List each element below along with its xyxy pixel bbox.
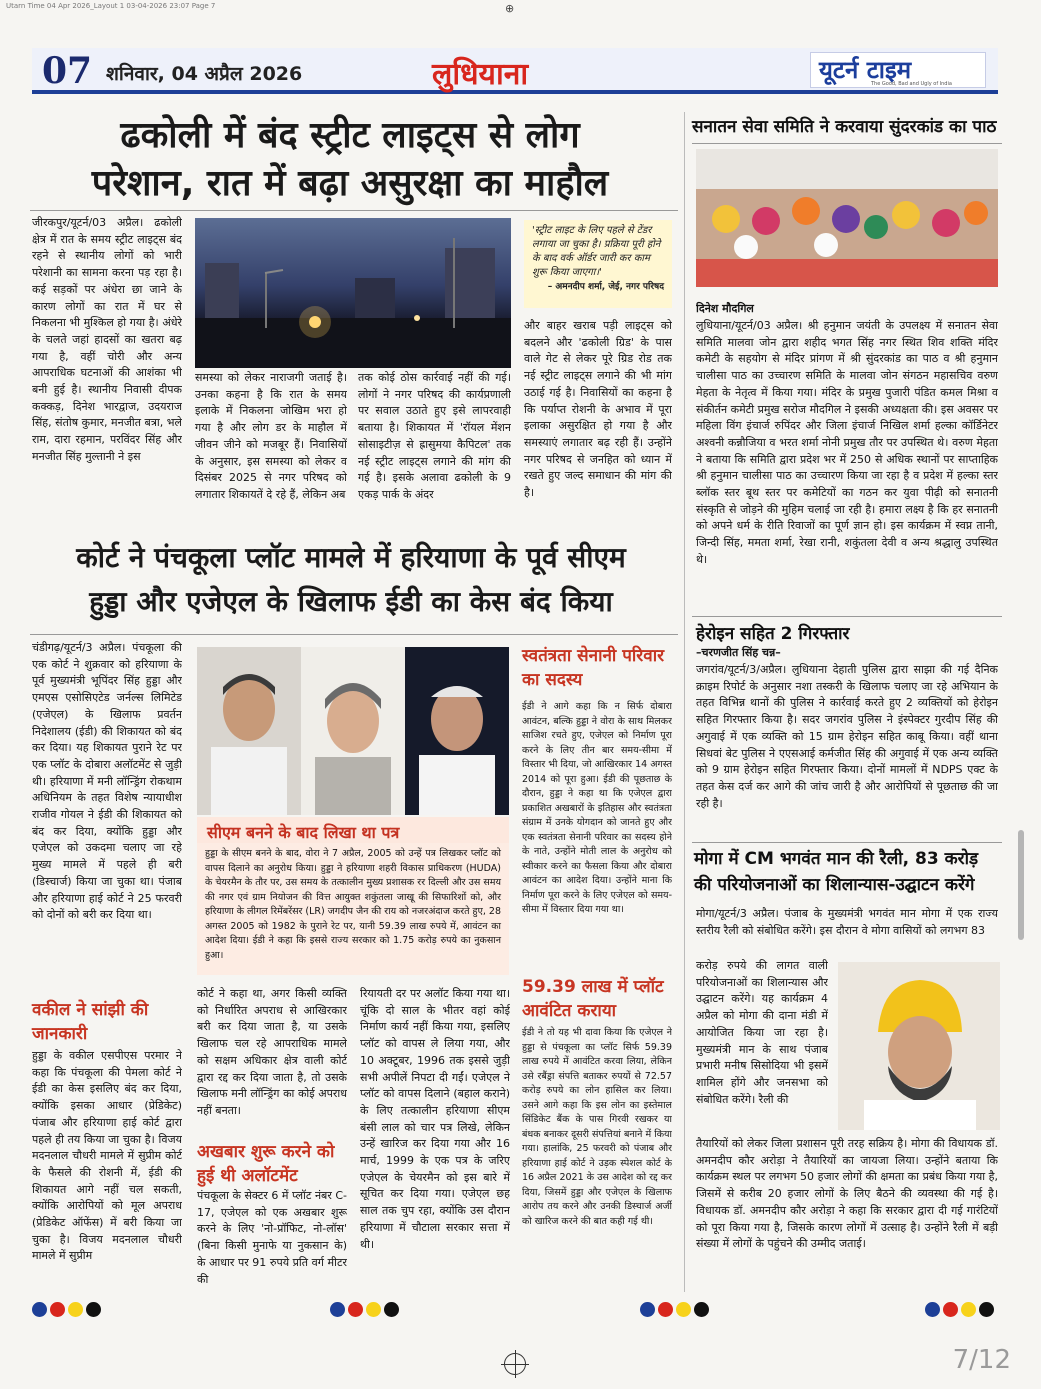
story2-col2b: पंचकूला के सेक्टर 6 में प्लॉट नंबर C-17, एजेएल को एक अखबार शुरू करने के लिए 'नो-प्रॉफिट, नो-लॉस' (बिना किसी मुनाफे या नुकसान के) के आधार पर 91 रुपये प्रति वर्ग मीटर की — [197, 1189, 347, 1286]
newspaper-logo — [810, 52, 986, 88]
divider — [30, 634, 678, 635]
leaders-photo — [197, 647, 509, 815]
story2-col1b: हुड्डा के वकील एसपीएस परमार ने कहा कि पंचकूला की पेमला कोर्ट ने ईडी का केस इसलिए बंद कर दिया, क्योंकि इसका आधार (प्रेडिकेट) पंजाब और हरियाणा हाई कोर्ट द्वारा पहले ही तय किया जा चुका है। विजय मदनलाल चौधरी मामले में सुप्रीम कोर्ट के फैसले की रोशनी में, ईडी की शिकायत आगे नहीं चल सकती, क्योंकि आरोपियों को मूल अपराध (प्रेडिकेट ऑफेंस) में बरी किया जा चुका है। विजय मदनलाल चौधरी मामले में सुप्रीम — [32, 1049, 182, 1263]
yellow-dot — [676, 1302, 691, 1317]
right3-side: करोड़ रुपये की लागत वाली परियोजनाओं का शिलान्यास और उद्घाटन करेंगे। यह कार्यक्रम 4 अप्रैल को मोगा की दाना मंडी में आयोजित किया जा रहा है। मुख्यमंत्री मान के साथ पंजाब प्रभारी मनीष सिसोदिया भी इसमें शामिल होंगे और जनसभा को संबोधित करेंगे। रैली की — [696, 959, 828, 1106]
story1-col1: जीरकपुर/यूटर्न/03 अप्रैल। ढकोली क्षेत्र में रात के समय स्ट्रीट लाइट्स बंद रहने से स्थानीय लोगों को भारी परेशानी का सामना करना पड़ रहा है। कई सड़कों पर अंधेरा छा जाने के कारण लोगों का रात में घर से निकलना भी मुश्किल हो गया है। अंधेरे के चलते जहां हादसों का खतरा बढ़ गया है, वहीं चोरी और अन्य आपराधिक घटनाओं की आशंका भी बनी हुई है। स्थानीय निवासी दीपक कक्कड़, दिनेश भारद्वाज, उदयराज सिंह, संतोष कुमार, मनजीत बत्रा, भले राम, दारा रहमान, परविंदर सिंह और मनजीत सिंह मुल्तानी ने इस — [32, 216, 182, 463]
story2-subhead2: अखबार शुरू करने को हुई थी अलॉटमेंट — [197, 1142, 335, 1186]
right3-headline-line2: की परियोजनाओं का शिलान्यास-उद्घाटन करेंगे — [694, 875, 975, 895]
yellow-dot — [961, 1302, 976, 1317]
cm-portrait-illustration — [838, 962, 1000, 1130]
right2-byline: –चरणजीत सिंह चन्न– — [696, 646, 781, 659]
registration-dots-4 — [925, 1302, 994, 1317]
story2-headline-line1: कोर्ट ने पंचकूला प्लॉट मामले में हरियाणा के पूर्व सीएम — [76, 541, 626, 574]
right2-headline: हेरोइन सहित 2 गिरफ्तार — [696, 624, 850, 644]
divider — [692, 143, 1002, 144]
black-dot — [86, 1302, 101, 1317]
divider — [692, 616, 1002, 617]
story1-col3: तक कोई ठोस कार्रवाई नहीं की गई। लोगों ने नगर परिषद की कार्यप्रणाली पर सवाल उठाते हुए इसे लापरवाही बताया है। शिकायत में 'रॉयल मेंशन सोसाइटीज़ से ह्रासुमया कैपिटल' तक नई स्ट्रीट लाइट्स लगाने की मांग की गई है। इसके अलावा ढकोली के 9 एकड़ पार्क के अंदर — [358, 371, 511, 501]
night-street-illustration — [195, 218, 511, 368]
yellow-dot — [366, 1302, 381, 1317]
black-dot — [384, 1302, 399, 1317]
blue-dot — [925, 1302, 940, 1317]
page-number: 07 — [42, 50, 93, 92]
registration-dots-3 — [640, 1302, 709, 1317]
edition-city: लुधियाना — [432, 57, 529, 92]
masthead — [32, 48, 998, 94]
story2-col4b: ईडी ने तो यह भी दावा किया कि एजेएल ने हुड्डा से पंचकूला का प्लॉट सिर्फ 59.39 लाख रुपये में आवंटित करवा लिया, लेकिन उसे रबैंड्रा संपत्ति बताकर रुपयों से 72.57 करोड़ रुपये का लोन हासिल कर लिया। उसने आगे कहा कि इस लोन का इस्तेमाल सिंडिकेट बैंक के पास गिरवी रखकर या बंधक बनाकर दूसरी संपत्तियां बनाने में किया गया। हालांकि, 25 फरवरी को पंजाब और हरियाणा हाई कोर्ट ने उड़क स्पेशल कोर्ट के 16 अप्रैल 2021 के उस आदेश को रद्द कर दिया, जिसमें हुड्डा और एजेएल के खिलाफ आरोप तय करने और उनकी डिस्चार्ज अर्जी को खारिज करने की बात कही गई थी। — [522, 1027, 672, 1227]
story1-quote — [524, 220, 672, 308]
story1-col4: और बाहर खराब पड़ी लाइट्स को बदलने और 'ढकोली ग्रिड' के पास वाले गेट से लेकर पूरे ग्रिड रोड तक नई स्ट्रीट लाइट्स लगाने की भी मांग उठाई गई है। निवासियों का कहना है कि पर्याप्त रोशनी के अभाव में पूरा इलाका असुरक्षित हो गया है और समस्याएं लगातार बढ़ रही हैं। उन्होंने नगर परिषद से जनहित को ध्यान में रखते हुए जल्द समाधान की मांग की है। — [524, 319, 672, 500]
story2-headline — [22, 536, 680, 624]
logo-tagline: The Good, Bad and Ugly of India — [871, 81, 952, 87]
right3-headline-line1: मोगा में CM भगवंत मान की रैली, 83 करोड़ — [694, 849, 979, 869]
story2-subhead3: स्वतंत्रता सेनानी परिवार का सदस्य — [522, 646, 665, 690]
divider — [30, 210, 678, 211]
black-dot — [694, 1302, 709, 1317]
crosshair-top-icon: ⊕ — [505, 2, 515, 15]
registration-dots-1 — [32, 1302, 101, 1317]
right3-lead: मोगा/यूटर्न/3 अप्रैल। पंजाब के मुख्यमंत्री भगवंत मान मोगा में एक राज्य स्तरीय रैली को संबोधित करेंगे। इस दौरान वे मोगा वासियों को लगभग 83 — [696, 907, 998, 937]
story2-col2: कोर्ट ने कहा था, अगर किसी व्यक्ति को निर्धारित अपराध से आखिरकार बरी कर दिया जाता है, या उसके खिलाफ चल रहे आपराधिक मामले को सक्षम अधिकार क्षेत्र वाली कोर्ट द्वारा रद्द कर दिया जाता है, तो उसके खिलाफ मनी लॉन्ड्रिंग का कोई अपराध नहीं बनता। — [197, 987, 347, 1117]
blue-dot — [32, 1302, 47, 1317]
viewer-scrollbar[interactable] — [1018, 830, 1024, 940]
registration-dots-2 — [330, 1302, 399, 1317]
story2-boxhead: सीएम बनने के बाद लिखा था पत्र — [197, 817, 509, 847]
red-dot — [50, 1302, 65, 1317]
story2-col3: रियायती दर पर अलॉट किया गया था। चूंकि दो साल के भीतर वहां कोई निर्माण कार्य नहीं किया गया, इसलिए प्लॉट को वापस ले लिया गया, और 10 अक्टूबर, 1996 तक इससे जुड़ी सभी अपीलें निपटा दी गईं। एजेएल ने प्लॉट को वापस दिलाने (बहाल कराने) के लिए तत्कालीन हरियाणा सीएम बंसी लाल को चार पत्र लिखे, लेकिन उन्हें खारिज कर दिया गया और 16 मार्च, 1999 के एक पत्र के जरिए एजेएल के चेयरमैन को इस बारे में सूचित कर दिया गया। एजेएल छह साल तक चुप रहा, क्योंकि उस दौरान हरियाणा में चौटाला सरकार सत्ता में थी। — [360, 987, 510, 1251]
story2-col4: ईडी ने आगे कहा कि न सिर्फ दोबारा आवंटन, बल्कि हुड्डा ने वोरा के साथ मिलकर साजिश रचते हुए, एजेएल को निर्माण पूरा करने के लिए तीन बार समय-सीमा में विस्तार भी दिया, जो आखिरकार 14 अगस्त 2014 को पूरा हुआ। ईडी की पूछताछ के दौरान, हुड्डा ने कहा था कि एजेएल द्वारा प्रकाशित अखबारों के इतिहास और स्वतंत्रता संग्राम में उनके योगदान को जानते हुए और एक स्वतंत्रता सेनानी परिवार का सदस्य होने के नाते, उन्होंने मोती लाल के अनुरोध को स्वीकार करने का फैसला किया और दोबारा आवंटन का आदेश दिया। उन्होंने माना कि निर्माण पूरा करने के लिए एजेएल को समय-सीमा में विस्तार दिया गया था। — [522, 701, 672, 915]
viewer-page-indicator: 7/12 — [952, 1345, 1011, 1375]
right3-headline — [694, 846, 1006, 898]
blue-dot — [640, 1302, 655, 1317]
quote-attribution: – अमनदीप शर्मा, जेई, नगर परिषद — [547, 282, 664, 292]
divider — [692, 842, 1002, 843]
blue-dot — [330, 1302, 345, 1317]
sundarkand-illustration — [696, 149, 998, 287]
issue-date: शनिवार, 04 अप्रैल 2026 — [106, 63, 303, 85]
story1-headline-line1: ढकोली में बंद स्ट्रीट लाइट्स से लोग — [120, 115, 580, 156]
leaders-illustration — [197, 647, 509, 815]
story1-headline — [30, 112, 670, 208]
cm-portrait — [838, 962, 1000, 1130]
right1-byline: दिनेश मौदगिल — [696, 302, 754, 315]
yellow-dot — [68, 1302, 83, 1317]
right1-headline: सनातन सेवा समिति ने करवाया सुंदरकांड का पाठ — [692, 117, 997, 137]
red-dot — [348, 1302, 363, 1317]
story1-col2: समस्या को लेकर नाराजगी जताई है। उनका कहना है कि रात के समय इलाके में निकलना जोखिम भरा हो गया है और लोग डर के माहौल में जीवन जीने को मजबूर हैं। निवासियों के अनुसार, इस समस्या को लेकर व दिसंबर 2025 से नगर परिषद को लगातार शिकायतें दे रहे हैं, लेकिन अब — [195, 371, 347, 501]
story2-headline-line2: हुड्डा और एजेएल के खिलाफ ईडी का केस बंद किया — [89, 585, 613, 618]
red-dot — [658, 1302, 673, 1317]
right1-body: लुधियाना/यूटर्न/03 अप्रैल। श्री हनुमान जयंती के उपलक्ष्य में सनातन सेवा समिति मालवा जोन द्वारा शहीद भगत सिंह नगर स्थित शिव शक्ति मंदिर कमेटी के सहयोग से मंदिर प्रांगण में श्री सुंदरकांड का पाठ व श्री हनुमान चालीसा पाठ का उच्चारण समिति के मालवा जोन संगठन महासचिव वरुण मेहता के नेतृत्व में किया गया। मंदिर के प्रमुख पुजारी पंडित कमल मिश्रा व संकीर्तन कमेटी प्रमुख सरोज मौदगिल ने इसकी अध्यक्षता की। इस अवसर पर महिला विंग इंचार्ज रुपिंदर और जिला इंचार्ज निखिल शर्मा हल्का कॉर्डिनेटर अश्वनी कन्नौजिया व भरत शर्मा नोनी प्रमुख तौर पर उपस्थित थे। वरुण मेहता ने बताया कि समिति द्वारा प्रदेश भर में 250 से अधिक स्थानों पर साप्ताहिक श्री हनुमान चालीसा पाठ का उच्चारण किया जा रहा है व प्रदेश में हल्का स्तर ब्लॉक स्तर बूथ स्तर पर कमेटियों का गठन कर युवा पीढ़ी को सनातनी संस्कृति से जोड़ने की मुहिम चलाई जा रही है। हमारा लक्ष्य है कि हर सनातनी को अपने धर्म के रीति रिवाजों का पूर्ण ज्ञान हो। इस कार्यक्रम में स्वप्न तानी, जिन्दी सिंह, ममता शर्मा, रेखा रानी, शकुंतला देवी व अन्य श्रद्धालु उपस्थित थे। — [696, 319, 998, 566]
right2-body: जगरांव/यूटर्न/3/अप्रैल। लुधियाना देहाती पुलिस द्वारा साझा की गई दैनिक क्राइम रिपोर्ट के अनुसार नशा तस्करी के खिलाफ चलाए जा रहे अभियान के तहत विभिन्न थानों की पुलिस ने कार्रवाई करते हुए 2 व्यक्तियों को हेरोइन सहित गिरफ्तार किया है। सदर जगरांव पुलिस ने इंस्पेक्टर गुरदीप सिंह की अगुवाई में एक व्यक्ति को 15 ग्राम हेरोइन सहित काबू किया। वहीं थाना सिधवां बेट पुलिस ने एएसआई कर्मजीत सिंह की अगुवाई में एक अन्य व्यक्ति को 9 ग्राम हेरोइन सहित गिरफ्तार किया। दोनों मामलों में NDPS एक्ट के तहत केस दर्ज कर आगे की जांच जारी है और आरोपियों से पूछताछ की जा रही है। — [696, 663, 998, 810]
story1-headline-line2: परेशान, रात में बढ़ा असुरक्षा का माहौल — [91, 163, 609, 204]
crosshair-bottom-icon — [504, 1353, 526, 1375]
logo-text: यूटर्न टाइम — [819, 56, 912, 84]
story2-box-text: हुड्डा के सीएम बनने के बाद, वोरा ने 7 अप्रैल, 2005 को उन्हें पत्र लिखकर प्लॉट को वापस दिलाने का अनुरोध किया। हुड्डा ने हरियाणा शहरी विकास प्राधिकरण (HUDA) के चेयरमैन के तौर पर, उस समय के तत्कालीन मुख्य प्रशासक रर दिल्ली और उस समय की नगर एवं ग्राम नियोजन की वित्त आयुक्त शकुंतला जाखू की सिफारिशों को, और हरियाणा के लीगल रिमेंबरेंसर (LR) जगदीप जैन की राय को नजरअंदाज करते हुए, 28 अगस्त 2005 को 1982 के पुराने रेट पर, यानी 59.39 लाख रुपये में, आवंटन का आदेश दिया। ईडी ने कहा कि इससे राज्य सरकार को 1.75 करोड़ रुपये का नुकसान हुआ। — [197, 843, 509, 975]
story2-col1: चंडीगढ़/यूटर्न/3 अप्रैल। पंचकूला की एक कोर्ट ने शुक्रवार को हरियाणा के पूर्व मुख्यमंत्री भूपिंदर सिंह हुड्डा और एमएस एसोसिएटेड जर्नल्स लिमिटेड (एजेएल) के खिलाफ प्रवर्तन निदेशालय (ईडी) की शिकायत को बंद कर दिया। यह शिकायत पुराने रेट पर एक प्लॉट के दोबारा अलॉटमेंट से जुड़ी थी। हरियाणा में मनी लॉन्ड्रिंग रोकथाम अधिनियम के तहत विशेष न्यायाधीश राजीव गोयल ने ईडी की शिकायत को बंद कर दिया, क्योंकि हुड्डा और एजेएल को उकदमा चलाए जा रहे मुख्य मामले में पहले ही बरी (डिस्चार्ज) किया जा चुका था। पंजाब और हरियाणा हाई कोर्ट ने 25 फरवरी को दोनों को बरी कर दिया था। — [32, 641, 182, 922]
quote-text: 'स्ट्रीट लाइट के लिए पहले से टेंडर लगाया जा चुका है। प्रक्रिया पूरी होने के बाद वर्क ऑर्डर जारी कर काम शुरू किया जाएगा।' — [532, 225, 661, 278]
red-dot — [943, 1302, 958, 1317]
night-street-photo — [195, 218, 511, 368]
black-dot — [979, 1302, 994, 1317]
column-divider — [684, 112, 685, 1292]
story2-subhead1: वकील ने सांझी की जानकारी — [32, 1000, 149, 1044]
right3-body: तैयारियों को लेकर जिला प्रशासन पूरी तरह सक्रिय है। मोगा की विधायक डॉ. अमनदीप कौर अरोड़ा ने तैयारियों का जायजा लिया। उन्होंने बताया कि कार्यक्रम स्थल पर लगभग 50 हजार लोगों की क्षमता का प्रबंध किया गया है, जिसमें से करीब 20 हजार लोगों के लिए बैठने की व्यवस्था की गई है। विधायक डॉ. अमनदीप कौर अरोड़ा ने कहा कि सरकार द्वारा दी गई गारंटियों को पूरा किया गया है, जिसके कारण लोगों में उत्साह है। उन्होंने रैली में बड़ी संख्या में लोगों के पहुंचने की उम्मीद जताई। — [696, 1137, 998, 1251]
sundarkand-photo — [696, 149, 998, 287]
story2-subhead4: 59.39 लाख में प्लॉट आवंटित कराया — [522, 977, 664, 1021]
print-slug: Utarn Time 04 Apr 2026_Layout 1 03-04-2026 23:07 Page 7 — [6, 2, 216, 10]
